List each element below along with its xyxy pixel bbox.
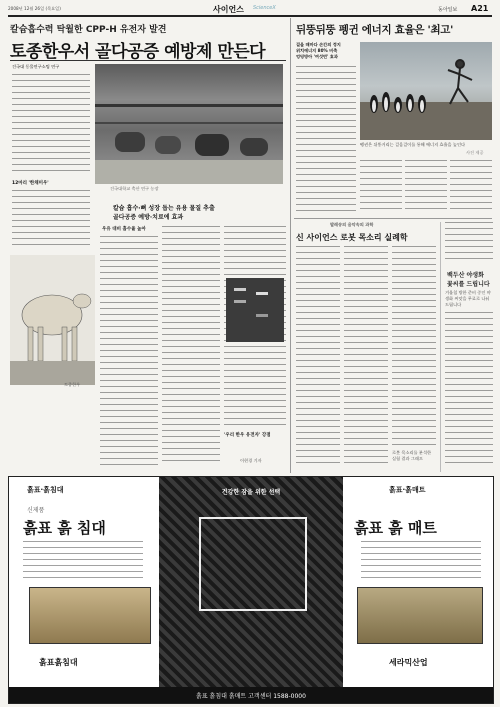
penguin-photo — [360, 42, 492, 140]
article1-text-col2 — [100, 236, 158, 466]
article1-subhead1: 12마리 '한채미우' — [12, 181, 49, 186]
article2-text-col4 — [450, 160, 492, 212]
ad-footer-text: 흙표 흙침대 흙매트 고객센터 1588-0000 — [196, 693, 306, 700]
section-title: 사이언스 — [213, 5, 244, 14]
article2-sidebar-2: 위치에너지 80% 비축 — [296, 48, 338, 53]
penguin-caption: 펭귄은 뒤뚱거리는 걸음걸이를 통해 에너지 효율을 높인다 — [360, 142, 466, 147]
column-divider — [290, 18, 291, 473]
article2-bottom-rule — [294, 218, 492, 219]
masthead — [8, 4, 492, 14]
article1-byline: 건국대 동물연구소팀 연구 — [12, 64, 60, 69]
article1-text-col1b — [12, 190, 90, 250]
article3-headline: 신 사이언스 로봇 목소리 실례학 — [296, 232, 408, 242]
article1-subhead3: '우리 한우 유전자' 강점 — [224, 433, 271, 438]
sidebar-text-bottom — [445, 312, 493, 467]
ad-left-brand: 흙표 흙 침대 — [23, 519, 106, 537]
article1-deck2: 골다공증 예방·치료에 효과 — [113, 214, 184, 221]
article3-text-col2 — [344, 246, 388, 468]
headline-rule — [10, 60, 286, 61]
ad-left-company: 흙표흙침대 — [39, 657, 78, 667]
cow-photo-caption: 토종한우 — [64, 382, 81, 387]
gel-figure — [226, 278, 284, 342]
sidebar-title2: 꽃씨를 드립니다 — [447, 281, 490, 288]
article2-text-col3 — [405, 160, 447, 212]
ad-left-copy — [23, 541, 143, 581]
masthead-rule — [8, 15, 492, 17]
page-number: A21 — [471, 4, 489, 13]
barn-caption: 건국대학교 축산 연구 농장 — [110, 186, 159, 191]
article3-kicker: 발레송의 음악속의 과학 — [330, 222, 374, 227]
ad-center-tag: 건강한 잠을 위한 선택 — [221, 489, 281, 496]
article1-reporter: 이현경 기자 — [240, 458, 262, 463]
article1-text-col1a — [12, 74, 90, 176]
article2-text-col2 — [360, 160, 402, 212]
article3-text-col3 — [392, 246, 436, 446]
ad-left-top: 흙표·흙침대 — [27, 486, 64, 494]
article2-sidebar-1: 걸을 때마다 손간의 정지 — [296, 42, 341, 47]
ad-right-copy — [361, 541, 481, 581]
article1-subhead2: 우유 대비 흡수율 높아 — [102, 227, 146, 232]
article2-text-col1 — [296, 66, 356, 212]
ad-right-top: 흙표·흙매트 — [389, 486, 426, 494]
sidebar-box — [440, 222, 496, 472]
article1-kicker: 칼슘흡수력 탁월한 CPP-H 유전자 발견 — [10, 25, 167, 35]
date-line: 2008년 12월 26일 (목요일) — [8, 6, 61, 11]
ad-footer — [9, 687, 493, 703]
ad-ornament — [199, 517, 307, 611]
article3-text-col1 — [296, 246, 340, 468]
advertisement — [8, 476, 494, 704]
article3-figure-caption: 로봇 목소리를 분석한 실험 결과 그래프 — [392, 450, 432, 461]
article2-sidebar-3: 엉덩방아 '여섯번' 효과 — [296, 54, 338, 59]
ad-right-company: 세라믹산업 — [389, 657, 428, 667]
article1-text-col3 — [162, 226, 220, 466]
barn-photo — [95, 64, 283, 184]
ad-left-tag: 신제품 — [27, 507, 45, 514]
section-subtitle: ScienceX — [253, 5, 276, 11]
article1-headline: 토종한우서 골다공증 예방제 만든다 — [10, 42, 266, 62]
sidebar-body: 겨울철 방한 준비 중인 야생화 씨앗을 무료로 나눠드립니다 — [445, 290, 491, 307]
ad-right-brand: 흙표 흙 매트 — [354, 519, 437, 537]
sidebar-title1: 백두산 야생화 — [447, 272, 484, 279]
article2-sidebar — [296, 42, 356, 60]
cow-photo — [10, 255, 95, 385]
ad-left-product — [29, 587, 151, 644]
article1-deck: 칼슘 흡수·뼈 성장 돕는 유용 물질 추출 — [113, 205, 215, 212]
article2-headline: 뒤뚱뒤뚱 펭귄 에너지 효율은 '최고' — [296, 24, 454, 36]
sidebar-text-top — [445, 222, 493, 264]
ad-right-product — [357, 587, 483, 644]
penguin-photo-credit: 사진 제공 — [466, 150, 484, 155]
paper-name: 동아일보 — [438, 7, 458, 13]
